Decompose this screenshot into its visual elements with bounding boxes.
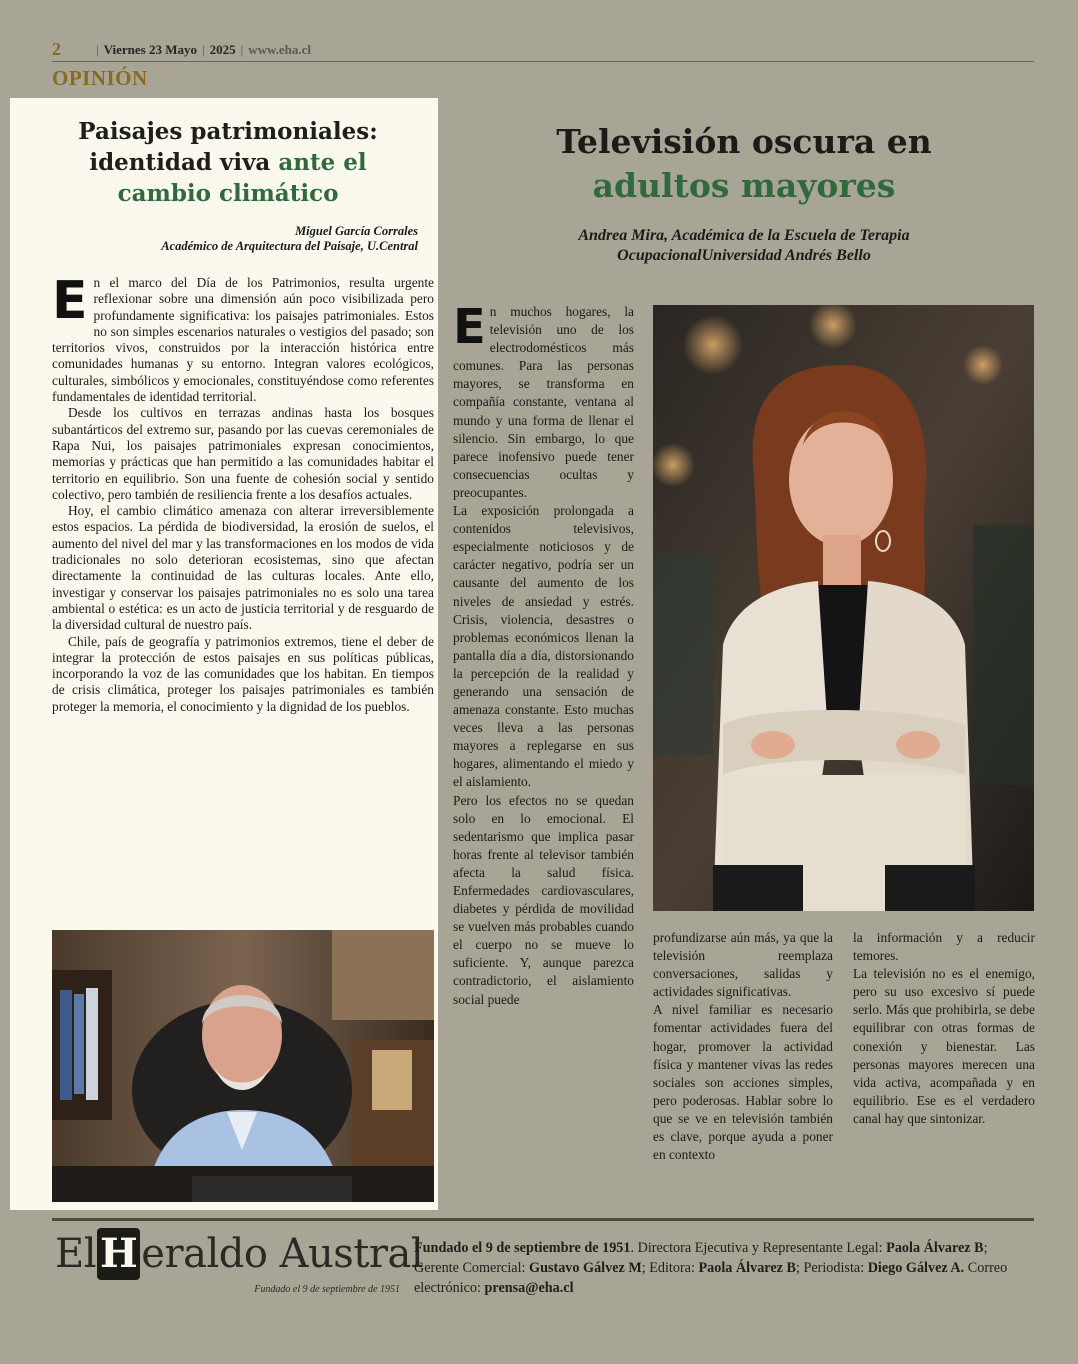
left-article-title: Paisajes patrimoniales: identidad viva ante el cambio climático [78,118,378,207]
right-article-column-1: En muchos hogares, la televisión uno de los electrodomésticos más comunes. Para las personas mayores, se transforma en compañía constante, ventana al mundo y una forma de llenar el silencio. Sin embargo, lo que parece inofensivo puede tener consecuencias ocultas y preocupantes. La exposición prolongada a contenidos televisivos, especialmente noticiosos y de carácter negativo, podría ser un causante del aumento de los niveles de ansiedad y estrés. Crisis, violencia, desastres o problemas económicos llenan la pantalla día a día, distorsionando la percepción de la realidad y generando una sensación de amenaza constante. Esto muchas veces lleva a las personas mayores a replegarse en sus hogares, alimentando el miedo y el aislamiento. Pero los efectos no se quedan solo en lo emocional. El sedentarismo que implica pasar horas frente al televisor también afecta la salud física. Enfermedades cardiovasculares, diabetes y pérdida de movilidad se vuelven más probables cuando el cuerpo no se mueve lo suficiente. Y, aunque parezca contradictorio, el aislamiento social puede [453,299,634,1007]
section-title: OPINIÓN [52,66,148,90]
page-number: 2 [52,39,61,59]
logo-wordmark: El H eraldo Austral [55,1228,423,1280]
author-photo-man [52,930,434,1202]
page-header: 2 | Viernes 23 Mayo | 2025 | www.eha.cl [52,38,1034,62]
website-link[interactable]: www.eha.cl [248,42,312,57]
portrait-woman-image [653,305,1034,911]
right-article-byline: Andrea Mira, Académica de la Escuela de Terapia OcupacionalUniversidad Andrés Bello [578,227,910,264]
portrait-man-image [52,930,434,1202]
author-name: Miguel García Corrales [295,224,418,238]
footer-divider [52,1218,1034,1221]
left-article [10,98,438,1210]
left-article-byline [40,224,418,254]
logo-tagline: Fundado el 9 de septiembre de 1951 [254,1284,400,1295]
email-link[interactable]: prensa@eha.cl [484,1280,574,1296]
newspaper-logo [55,1228,424,1300]
right-article-column-2: profundizarse aún más, ya que la televisión reemplaza conversaciones, salidas y actividades significativas. A nivel familiar es necesario fomentar actividades fuera del hogar, promover la actividad física y mantener vivas las redes sociales son acciones simples, pero poderosas. Hablar sobre lo que se ve en televisión también es clave, porque ayuda a poner en contexto [653,930,833,1163]
author-role: Académico de Arquitectura del Paisaje, U.Central [161,239,418,253]
masthead-credits: Fundado el 9 de septiembre de 1951. Directora Ejecutiva y Representante Legal: Paola Álvarez B; Gerente Comercial: Gustavo Gálvez M; Editora: Paola Álvarez B; Periodista: Diego Gálvez A. Correo electrónico: prensa@eha.cl [414,1240,1008,1296]
drop-cap: E [453,299,486,355]
drop-cap: E [52,271,88,331]
issue-date: Viernes 23 Mayo [103,42,197,57]
right-article-column-3: la información y a reducir temores. La televisión no es el enemigo, pero su uso excesivo sí puede serlo. Más que prohibirla, se debe equilibrar con otras formas de conexión y bienestar. Las personas mayores merecen una vida activa, acompañada y en equilibrio. Ese es el verdadero canal hay que sintonizar. [853,930,1035,1126]
issue-year: 2025 [209,42,236,57]
author-photo-woman [653,305,1034,911]
left-article-body: En el marco del Día de los Patrimonios, resulta urgente reflexionar sobre una dimensión aún poco visibilizada pero profundamente significativa: los paisajes patrimoniales. Estos no son simples escenarios naturales o vestigios del pasado; son territorios vivos, construidos por la interacción histórica entre comunidades humanas y su entorno. Integran valores ecológicos, culturales, simbólicos y emocionales, constituyéndose como referentes fundamentales de identidad territorial. Desde los cultivos en terrazas andinas hasta los bosques subantárticos del extremo sur, pasando por las cuevas ceremoniales de Rapa Nui, los paisajes patrimoniales expresan conocimientos, memorias y prácticas que han permitido a las comunidades habitar el territorio en equilibrio. Son una fuente de cohesión social y sentido colectivo, pero también de resiliencia frente a los desafíos actuales. Hoy, el cambio climático amenaza con alterar irreversiblemente estos espacios. La pérdida de biodiversidad, la erosión de suelos, el aumento del nivel del mar y las transformaciones en los modos de vida tradicionales no solo deterioran ecosistemas, sino que afectan directamente la continuidad de las culturas locales. Ante ello, investigar y conservar los paisajes patrimoniales no es solo una tarea ambiental o estética: es un acto de justicia territorial y de resguardo de la diversidad cultural de nuestro país. Chile, país de geografía y patrimonios extremos, tiene el deber de integrar la protección de estos paisajes en sus políticas públicas, incorporando la voz de las comunidades que los habitan. En tiempos de crisis climática, proteger los paisajes patrimoniales es también proteger la memoria, el conocimiento y la dignidad de los pueblos. [52,271,434,714]
right-article-title: Televisión oscura en adultos mayores [556,122,932,205]
